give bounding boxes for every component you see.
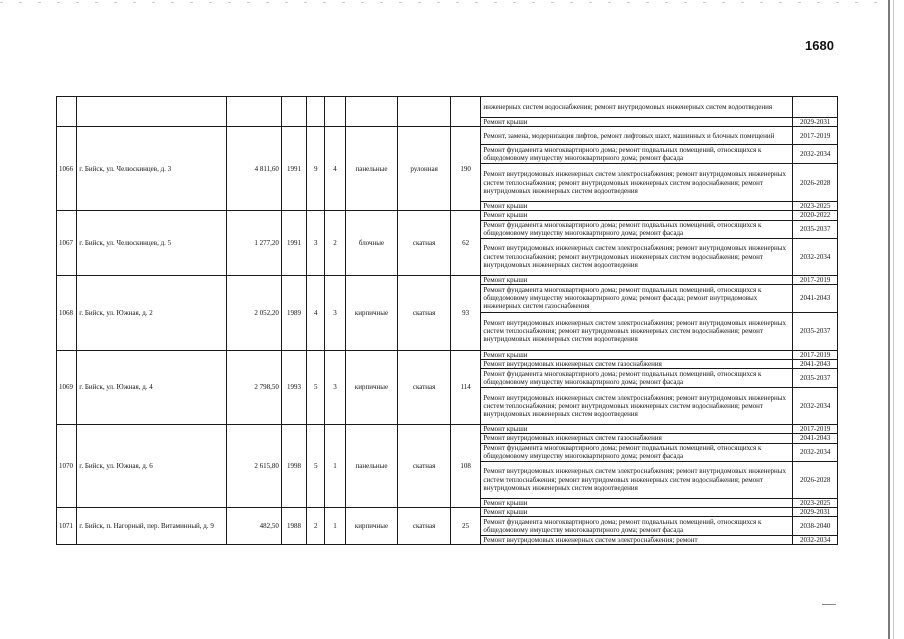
floors-cell: 9 bbox=[307, 127, 325, 211]
entrances-cell: 2 bbox=[325, 211, 345, 275]
area-cell: 482,50 bbox=[227, 507, 282, 544]
entrances-cell: 1 bbox=[325, 507, 345, 544]
year-cell: 1988 bbox=[281, 507, 306, 544]
roof-type-cell: скатная bbox=[398, 425, 451, 508]
scan-mark bbox=[822, 604, 836, 605]
roof-type-cell: скатная bbox=[398, 275, 451, 350]
roof-type-cell: скатная bbox=[398, 350, 451, 424]
work-type-cell: Ремонт внутридомовых инженерных систем электроснабжения; ремонт внутридомовых инженерных систем теплоснабжения; ремонт внутридомовых инженерных систем водоснабжения; ремонт внутридомовых инженерных систем водоотведения bbox=[481, 461, 793, 498]
address-cell: г. Бийск, ул. Челюскинцев, д. 5 bbox=[77, 211, 227, 275]
work-type-cell: Ремонт крыши bbox=[481, 202, 793, 211]
work-type-cell: Ремонт фундамента многоквартирного дома; ремонт подвальных помещений, относящихся к общедомовому имуществу многоквартирного дома; ремонт фасада bbox=[481, 443, 793, 461]
table-row bbox=[57, 127, 838, 145]
period-cell: 2032-2034 bbox=[793, 145, 838, 164]
empty-cell bbox=[325, 97, 345, 127]
roof-type-cell: рулонная bbox=[398, 127, 451, 211]
building-number-cell: 1066 bbox=[57, 127, 77, 211]
area-cell: 4 811,60 bbox=[227, 127, 282, 211]
wall-material-cell: кирпичные bbox=[345, 350, 398, 424]
work-type-cell: Ремонт внутридомовых инженерных систем электроснабжения; ремонт внутридомовых инженерных систем теплоснабжения; ремонт внутридомовых инженерных систем водоснабжения; ремонт внутридомовых инженерных систем водоотведения bbox=[481, 164, 793, 202]
building-number-cell: 1071 bbox=[57, 507, 77, 544]
period-cell: 2029-2031 bbox=[793, 507, 838, 516]
table-row bbox=[57, 275, 838, 284]
work-type-cell: Ремонт внутридомовых инженерных систем электроснабжения; ремонт внутридомовых инженерных систем теплоснабжения; ремонт внутридомовых инженерных систем водоснабжения; ремонт внутридомовых инженерных систем водоотведения bbox=[481, 312, 793, 350]
entrances-cell: 4 bbox=[325, 127, 345, 211]
work-type-cell: Ремонт, замена, модернизация лифтов, ремонт лифтовых шахт, машинных и блочных помещений bbox=[481, 127, 793, 145]
period-cell bbox=[793, 97, 838, 118]
year-cell: 1989 bbox=[281, 275, 306, 350]
area-cell: 1 277,20 bbox=[227, 211, 282, 275]
work-type-cell: Ремонт внутридомовых инженерных систем электроснабжения; ремонт bbox=[481, 536, 793, 545]
entrances-cell: 3 bbox=[325, 275, 345, 350]
building-number-cell: 1069 bbox=[57, 350, 77, 424]
period-cell: 2038-2040 bbox=[793, 517, 838, 536]
period-cell: 2035-2037 bbox=[793, 220, 838, 238]
empty-cell bbox=[307, 97, 325, 127]
floors-cell: 4 bbox=[307, 275, 325, 350]
period-cell: 2029-2031 bbox=[793, 118, 838, 127]
table-row bbox=[57, 211, 838, 220]
year-cell: 1998 bbox=[281, 425, 306, 508]
floors-cell: 5 bbox=[307, 350, 325, 424]
building-number-cell: 1068 bbox=[57, 275, 77, 350]
empty-cell bbox=[227, 97, 282, 127]
empty-cell bbox=[345, 97, 398, 127]
apartments-cell: 108 bbox=[450, 425, 480, 508]
work-type-cell: Ремонт внутридомовых инженерных систем газоснабжения bbox=[481, 434, 793, 443]
period-cell: 2041-2043 bbox=[793, 434, 838, 443]
apartments-cell: 190 bbox=[450, 127, 480, 211]
period-cell: 2020-2022 bbox=[793, 211, 838, 220]
building-number-cell: 1067 bbox=[57, 211, 77, 275]
period-cell: 2023-2025 bbox=[793, 202, 838, 211]
year-cell: 1991 bbox=[281, 211, 306, 275]
address-cell: г. Бийск, ул. Южная, д. 6 bbox=[77, 425, 227, 508]
entrances-cell: 3 bbox=[325, 350, 345, 424]
work-type-cell: Ремонт крыши bbox=[481, 507, 793, 516]
period-cell: 2023-2025 bbox=[793, 498, 838, 507]
address-cell: г. Бийск, ул. Челюскинцев, д. 3 bbox=[77, 127, 227, 211]
scan-edge-shadow bbox=[893, 0, 894, 639]
period-cell: 2017-2019 bbox=[793, 127, 838, 145]
repair-schedule-table bbox=[56, 96, 838, 545]
empty-cell bbox=[57, 97, 77, 127]
table-row bbox=[57, 507, 838, 516]
wall-material-cell: кирпичные bbox=[345, 507, 398, 544]
area-cell: 2 052,20 bbox=[227, 275, 282, 350]
period-cell: 2041-2043 bbox=[793, 360, 838, 369]
work-type-cell: инженерных систем водоснабжения; ремонт внутридомовых инженерных систем водоотведения bbox=[481, 97, 793, 118]
table-row bbox=[57, 350, 838, 359]
roof-type-cell: скатная bbox=[398, 211, 451, 275]
work-type-cell: Ремонт фундамента многоквартирного дома; ремонт подвальных помещений, относящихся к общедомовому имуществу многоквартирного дома; ремонт фасада bbox=[481, 220, 793, 238]
period-cell: 2017-2019 bbox=[793, 425, 838, 434]
floors-cell: 5 bbox=[307, 425, 325, 508]
work-type-cell: Ремонт внутридомовых инженерных систем электроснабжения; ремонт внутридомовых инженерных систем теплоснабжения; ремонт внутридомовых инженерных систем водоснабжения; ремонт внутридомовых инженерных систем водоотведения bbox=[481, 388, 793, 425]
period-cell: 2032-2034 bbox=[793, 238, 838, 275]
floors-cell: 3 bbox=[307, 211, 325, 275]
period-cell: 2032-2034 bbox=[793, 443, 838, 461]
work-type-cell: Ремонт крыши bbox=[481, 275, 793, 284]
page-number: 1680 bbox=[805, 38, 834, 53]
year-cell: 1993 bbox=[281, 350, 306, 424]
work-type-cell: Ремонт крыши bbox=[481, 498, 793, 507]
work-type-cell: Ремонт фундамента многоквартирного дома; ремонт подвальных помещений, относящихся к общедомовому имуществу многоквартирного дома; ремонт фасада bbox=[481, 369, 793, 388]
work-type-cell: Ремонт фундамента многоквартирного дома; ремонт подвальных помещений, относящихся к общедомовому имуществу многоквартирного дома; ремонт фасада; ремонт внутридомовых инженерных систем газоснабжения bbox=[481, 284, 793, 312]
empty-cell bbox=[281, 97, 306, 127]
area-cell: 2 615,80 bbox=[227, 425, 282, 508]
apartments-cell: 62 bbox=[450, 211, 480, 275]
wall-material-cell: блочные bbox=[345, 211, 398, 275]
apartments-cell: 114 bbox=[450, 350, 480, 424]
work-type-cell: Ремонт фундамента многоквартирного дома; ремонт подвальных помещений, относящихся к общедомовому имуществу многоквартирного дома; ремонт фасада bbox=[481, 145, 793, 164]
work-type-cell: Ремонт фундамента многоквартирного дома; ремонт подвальных помещений, относящихся к общедомовому имуществу многоквартирного дома; ремонт фасада bbox=[481, 517, 793, 536]
period-cell: 2026-2028 bbox=[793, 461, 838, 498]
area-cell: 2 798,50 bbox=[227, 350, 282, 424]
address-cell: г. Бийск, ул. Южная, д. 4 bbox=[77, 350, 227, 424]
period-cell: 2035-2037 bbox=[793, 369, 838, 388]
work-type-cell: Ремонт внутридомовых инженерных систем газоснабжения bbox=[481, 360, 793, 369]
floors-cell: 2 bbox=[307, 507, 325, 544]
work-type-cell: Ремонт внутридомовых инженерных систем электроснабжения; ремонт внутридомовых инженерных систем теплоснабжения; ремонт внутридомовых инженерных систем водоснабжения; ремонт внутридомовых инженерных систем водоотведения bbox=[481, 238, 793, 275]
period-cell: 2032-2034 bbox=[793, 388, 838, 425]
work-type-cell: Ремонт крыши bbox=[481, 425, 793, 434]
year-cell: 1991 bbox=[281, 127, 306, 211]
period-cell: 2017-2019 bbox=[793, 350, 838, 359]
scan-edge bbox=[888, 0, 890, 639]
building-number-cell: 1070 bbox=[57, 425, 77, 508]
wall-material-cell: панельные bbox=[345, 425, 398, 508]
entrances-cell: 1 bbox=[325, 425, 345, 508]
apartments-cell: 93 bbox=[450, 275, 480, 350]
work-type-cell: Ремонт крыши bbox=[481, 211, 793, 220]
period-cell: 2017-2019 bbox=[793, 275, 838, 284]
address-cell: г. Бийск, ул. Южная, д. 2 bbox=[77, 275, 227, 350]
empty-cell bbox=[77, 97, 227, 127]
empty-cell bbox=[398, 97, 451, 127]
table-row bbox=[57, 97, 838, 118]
work-type-cell: Ремонт крыши bbox=[481, 350, 793, 359]
work-type-cell: Ремонт крыши bbox=[481, 118, 793, 127]
table-row bbox=[57, 425, 838, 434]
roof-type-cell: скатная bbox=[398, 507, 451, 544]
apartments-cell: 25 bbox=[450, 507, 480, 544]
scan-noise bbox=[0, 2, 880, 3]
address-cell: г. Бийск, п. Нагорный, пер. Витаминный, д. 9 bbox=[77, 507, 227, 544]
period-cell: 2026-2028 bbox=[793, 164, 838, 202]
empty-cell bbox=[450, 97, 480, 127]
period-cell: 2041-2043 bbox=[793, 284, 838, 312]
period-cell: 2035-2037 bbox=[793, 312, 838, 350]
period-cell: 2032-2034 bbox=[793, 536, 838, 545]
wall-material-cell: панельные bbox=[345, 127, 398, 211]
wall-material-cell: кирпичные bbox=[345, 275, 398, 350]
